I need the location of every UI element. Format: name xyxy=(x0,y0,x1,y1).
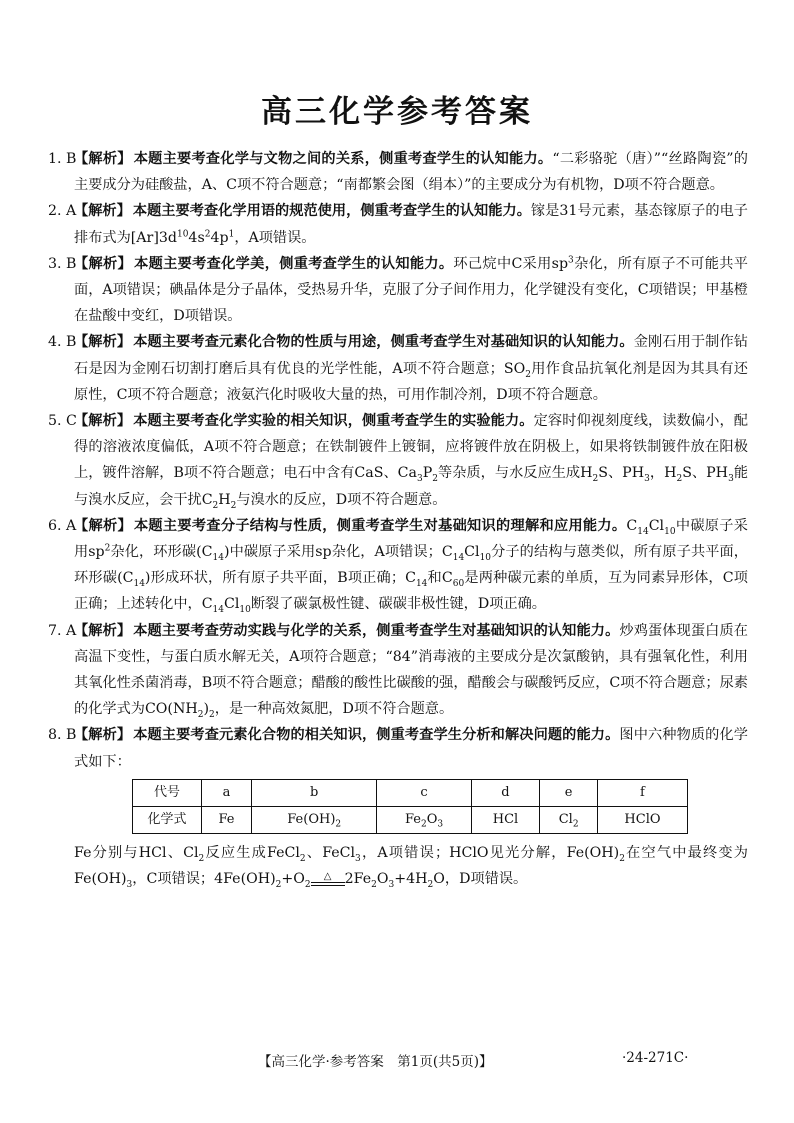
table-cell xyxy=(540,807,598,834)
answer-item-2 xyxy=(48,198,748,250)
item-text: “二彩骆驼（唐）”“丝路陶瓷”的主要成分为硅酸盐，A、C项不符合题意；“南都繁会图（绢本）”的主要成分为有机物，D项不符合题意。 xyxy=(74,151,748,194)
subscript: 3 xyxy=(355,854,361,865)
table-cell: b xyxy=(251,779,377,806)
formula-text: O xyxy=(426,812,438,828)
table-cell: Fe xyxy=(202,807,252,834)
item-text: 4p xyxy=(210,229,229,246)
superscript: 3 xyxy=(568,255,574,266)
item-text: 中碳原子采用sp xyxy=(74,517,748,561)
item-text: P xyxy=(422,465,433,482)
page-title: 高三化学参考答案 xyxy=(261,94,533,130)
subscript: 2 xyxy=(230,500,237,511)
item-text: 定容时仰视刻度线，读数偏小，配得的溶液浓度偏低，A项不符合题意；在铁制镀件上镀铜，应将镀件放在阴极上，如果将铁制镀件放在阳极上，镀件溶解，B项不符合题意；电石中含有CaS、Ca xyxy=(74,413,748,482)
superscript: 2 xyxy=(104,543,111,554)
table-cell xyxy=(377,807,471,834)
item-text: 2Fe xyxy=(344,871,372,888)
table-header-cell: 化学式 xyxy=(133,807,202,834)
subscript: 2 xyxy=(676,474,683,485)
subscript: 10 xyxy=(239,605,251,616)
item-text: ) xyxy=(203,701,210,718)
item-text: 金刚石用于制作钻石是因为金刚石切割打磨后具有优良的光学性能，A项不符合题意；SO xyxy=(74,334,748,377)
item-summary: 本题主要考查化学与文物之间的关系，侧重考查学生的认知能力。 xyxy=(133,151,553,167)
item-text: 等杂质，与水反应生成H xyxy=(438,465,593,482)
analysis-tag: 【解析】 xyxy=(74,255,133,272)
item-text: 图中六种物质的化学式如下： xyxy=(74,727,748,770)
item-summary: 本题主要考查元素化合物的性质与用途，侧重考查学生对基础知识的认知能力。 xyxy=(133,334,634,351)
item-text: 断裂了碳氯极性键、碳碳非极性键，D项正确。 xyxy=(250,596,546,613)
subscript: 2 xyxy=(212,500,219,511)
item-summary: 本题主要考查元素化合物的相关知识，侧重考查学生分析和解决问题的能力。 xyxy=(133,727,620,744)
footer-code: ·24-271C· xyxy=(622,1050,689,1066)
item-text: ，C项错误；4Fe(OH) xyxy=(132,871,276,888)
answer-item-3 xyxy=(48,251,748,330)
table-cell: f xyxy=(597,779,687,806)
footer-page-info: 【高三化学·参考答案 第1页(共5页)】 xyxy=(258,1054,493,1070)
formula-text: Cl xyxy=(558,812,573,828)
table-cell: c xyxy=(377,779,471,806)
equals-bar xyxy=(311,882,345,883)
subscript: 2 xyxy=(432,474,439,485)
analysis-tag: 【解析】 xyxy=(74,727,132,744)
subscript: 3 xyxy=(388,880,395,891)
analysis-tag: 【解析】 xyxy=(74,622,132,639)
analysis-tag: 【解析】 xyxy=(74,334,132,351)
subscript: 2 xyxy=(209,710,215,721)
formula-text: Fe(OH) xyxy=(287,812,336,828)
item-text: 环己烷中C采用sp xyxy=(453,255,569,272)
equals-bar xyxy=(311,885,345,886)
item-text: C xyxy=(626,517,638,534)
formula-text: Fe xyxy=(404,812,421,828)
table-cell: HClO xyxy=(597,807,687,834)
item-text: 用作食品抗氧化剂是因为其具有还原性，C项不符合题意；液氨汽化时吸收大量的热，可用作制冷剂，D项不符合题意。 xyxy=(74,360,748,403)
item-text: )形成环状，所有原子共平面，B项正确；C xyxy=(144,570,416,587)
subscript: 14 xyxy=(133,579,145,590)
table-cell: e xyxy=(540,779,598,806)
subscript: 2 xyxy=(197,710,204,721)
item-text: 与溴水的反应，D项不符合题意。 xyxy=(236,491,447,508)
heating-equals-sign xyxy=(311,872,345,886)
subscript: 2 xyxy=(525,369,531,380)
item-text: 杂化，环形碳(C xyxy=(110,544,213,561)
item-summary: 本题主要考查化学用语的规范使用，侧重考查学生的认知能力。 xyxy=(132,203,531,220)
subscript: 14 xyxy=(212,552,224,563)
item-summary: 本题主要考查化学实验的相关知识，侧重考查学生的实验能力。 xyxy=(133,413,534,430)
item-text: O xyxy=(376,871,389,888)
analysis-tag: 【解析】 xyxy=(74,517,132,534)
answer-content xyxy=(48,146,748,893)
table-row-formulas xyxy=(133,807,688,834)
superscript: 10 xyxy=(176,228,189,239)
table-cell: d xyxy=(471,779,540,806)
item-number: 5. C xyxy=(48,413,77,430)
item-text: 镓是31号元素，基态镓原子的电子排布式为[Ar]3d xyxy=(74,203,748,246)
subscript: 14 xyxy=(212,605,224,616)
subscript: 3 xyxy=(644,474,650,485)
item-number: 7. A xyxy=(48,622,77,639)
item-text: O，D项错误。 xyxy=(433,871,528,888)
item-text: Cl xyxy=(648,517,665,534)
subscript: 10 xyxy=(479,552,492,563)
item-text: 炒鸡蛋体现蛋白质在高温下变性，与蛋白质水解无关，A项符合题意；“84”消毒液的主要成分是次氯酸钠，具有强氧化性，利用其氧化性杀菌消毒，B项不符合题意；醋酸的酸性比碳酸的强，醋酸会与碳酸钙反应，C项不符合题意；尿素的化学式为CO(NH xyxy=(74,622,748,718)
subscript: 10 xyxy=(664,526,676,537)
subscript: 14 xyxy=(637,526,649,537)
item-text: ，A项错误。 xyxy=(234,229,316,246)
answer-item-7 xyxy=(48,618,748,723)
item-text: 能与溴水反应，会干扰C xyxy=(74,465,749,508)
subscript: 3 xyxy=(417,474,423,485)
item-text: 在空气中最终变为Fe(OH) xyxy=(74,845,748,888)
item-text: Cl xyxy=(224,596,240,613)
answer-item-8 xyxy=(48,722,748,892)
table-row-codes xyxy=(133,779,688,806)
subscript: 14 xyxy=(452,552,465,563)
answer-item-6 xyxy=(48,513,748,618)
subscript: 2 xyxy=(592,474,599,485)
item-number: 2. A xyxy=(48,203,77,220)
superscript: 1 xyxy=(228,228,235,239)
item-text: 是两种碳元素的单质，互为同素异形体，C项正确；上述转化中，C xyxy=(74,570,748,613)
item-summary: 本题主要考查劳动实践与化学的关系，侧重考查学生对基础知识的认知能力。 xyxy=(133,622,620,639)
item-text: +O xyxy=(281,871,305,888)
item-summary: 本题主要考查分子结构与性质，侧重考查学生对基础知识的理解和应用能力。 xyxy=(133,517,627,534)
item-text: 杂化，所有原子不可能共平面，A项错误；碘晶体是分子晶体，受热易升华，克服了分子间作用力，化学键没有变化，C项错误；甲基橙在盐酸中变红，D项错误。 xyxy=(74,255,748,325)
subscript: 2 xyxy=(619,854,625,865)
analysis-tag: 【解析】 xyxy=(74,151,132,167)
subscript: 2 xyxy=(427,880,434,891)
item-text: 分子的结构与蒽类似，所有原子共平面，环形碳(C xyxy=(74,544,748,587)
item-text: 4s xyxy=(188,229,205,246)
subscript: 2 xyxy=(335,819,342,830)
subscript: 3 xyxy=(126,880,133,891)
table-header-cell: 代号 xyxy=(133,779,202,806)
item-summary: 本题主要考查化学美，侧重考查学生的认知能力。 xyxy=(134,255,454,272)
delta-icon: △ xyxy=(323,871,332,883)
item-number: 3. B xyxy=(48,255,77,272)
subscript: 2 xyxy=(275,880,282,891)
item-text: ，是一种高效氮肥，D项不符合题意。 xyxy=(214,701,454,718)
subscript: 2 xyxy=(572,819,579,830)
answer-item-5 xyxy=(48,408,748,513)
subscript: 2 xyxy=(420,819,427,830)
subscript: 2 xyxy=(198,854,205,865)
table-cell: a xyxy=(202,779,252,806)
analysis-tag: 【解析】 xyxy=(74,203,131,220)
item-number: 6. A xyxy=(48,517,77,534)
subscript: 2 xyxy=(304,880,311,891)
item-number: 1. B xyxy=(48,151,77,167)
formula-table xyxy=(132,779,688,834)
superscript: 2 xyxy=(204,228,211,239)
subscript: 60 xyxy=(452,579,465,590)
item-8-continuation xyxy=(74,840,748,892)
item-number: 4. B xyxy=(48,334,77,351)
subscript: 3 xyxy=(728,474,734,485)
item-text: H xyxy=(218,491,231,508)
item-text: Cl xyxy=(464,544,480,561)
table-cell: HCl xyxy=(471,807,540,834)
item-number: 8. B xyxy=(48,727,77,744)
item-text: S、PH xyxy=(598,465,645,482)
item-text: ，H xyxy=(649,465,677,482)
table-cell xyxy=(251,807,377,834)
item-text: Fe分别与HCl、Cl xyxy=(74,845,199,862)
subscript: 2 xyxy=(371,880,377,891)
item-text: 反应生成FeCl xyxy=(204,845,300,862)
item-text: ，A项错误；HClO见光分解，Fe(OH) xyxy=(360,845,620,862)
subscript: 3 xyxy=(437,819,444,830)
item-text: )中碳原子采用sp杂化，A项错误；C xyxy=(223,544,453,561)
item-text: +4H xyxy=(394,871,428,888)
answer-item-1 xyxy=(48,146,748,198)
subscript: 14 xyxy=(415,579,428,590)
item-text: 、FeCl xyxy=(305,845,356,862)
subscript: 2 xyxy=(299,854,306,865)
item-text: 和C xyxy=(427,570,453,587)
analysis-tag: 【解析】 xyxy=(74,413,132,430)
item-text: S、PH xyxy=(682,465,729,482)
answer-item-4 xyxy=(48,329,748,408)
